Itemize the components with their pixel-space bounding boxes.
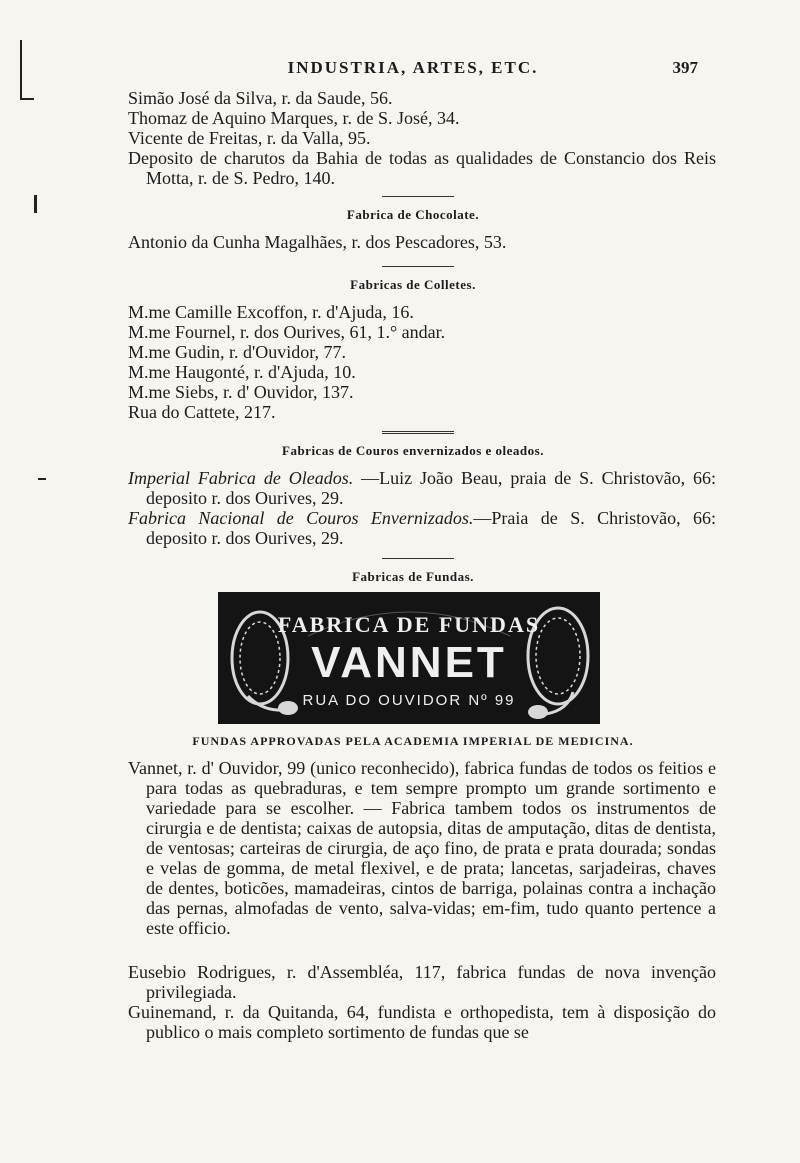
banner-address: RUA DO OUVIDOR Nº 99 (302, 692, 516, 709)
advertisement-banner (218, 592, 600, 724)
list-item: M.me Camille Excoffon, r. d'Ajuda, 16. (128, 302, 414, 322)
margin-mark (20, 98, 34, 100)
margin-mark (20, 40, 22, 100)
list-item: Vannet, r. d' Ouvidor, 99 (unico reconhecido), fabrica fundas de todos os feitios e para todas as quebraduras, e tem sempre prompto um grande sortimento e variedade para se escolher. — Fabrica tambem todos os instrumentos de cirurgia e de dentista; caixas de autopsia, ditas de amputação, ditas de dentista, de ventosas; carteiras de cirurgia, de aço fino, de prata e prata dourada; sondas e velas de gomma, de metal flexivel, e de prata; lancetas, sarjadeiras, chaves de dentes, boticões, mamadeiras, cintos de barriga, polainas contra a inchação das pernas, almofadas de vento, salva-vidas; em-fim, tudo quanto pertence a este officio. (128, 758, 716, 938)
list-item: Antonio da Cunha Magalhães, r. dos Pescadores, 53. (128, 232, 507, 252)
entry-text: —Praia de S. Christovão, 66: deposito r. dos Ourives, 29. (146, 508, 716, 548)
section-heading: Fabricas de Fundas. (352, 569, 474, 584)
list-item: Vicente de Freitas, r. da Valla, 95. (128, 128, 371, 148)
margin-mark (38, 478, 46, 480)
section-heading: Fabricas de Couros envernizados e oleados. (282, 443, 544, 458)
banner-brand: VANNET (311, 638, 507, 687)
list-item: Simão José da Silva, r. da Saude, 56. (128, 88, 393, 108)
margin-mark (34, 195, 37, 213)
list-item: Rua do Cattete, 217. (128, 402, 276, 422)
section-heading: Fabrica de Chocolate. (346, 207, 480, 222)
divider (382, 196, 454, 197)
list-item: M.me Siebs, r. d' Ouvidor, 137. (128, 382, 354, 402)
company-name: Imperial Fabrica de Oleados. (128, 468, 354, 488)
banner-caption: FUNDAS APPROVADAS PELA ACADEMIA IMPERIAL DE MEDICINA. (192, 734, 634, 748)
running-title: INDUSTRIA, ARTES, ETC. (287, 58, 539, 77)
list-item: M.me Gudin, r. d'Ouvidor, 77. (128, 342, 347, 362)
list-item: M.me Haugonté, r. d'Ajuda, 10. (128, 362, 356, 382)
list-item: M.me Fournel, r. dos Ourives, 61, 1.° andar. (128, 322, 446, 342)
running-head (128, 58, 698, 82)
banner-title: FABRICA DE FUNDAS (277, 612, 541, 637)
list-item: Eusebio Rodrigues, r. d'Assembléa, 117, fabrica fundas de nova invenção privilegiada. (128, 962, 716, 1002)
divider (382, 431, 454, 434)
company-name: Fabrica Nacional de Couros Envernizados. (128, 508, 474, 528)
list-item (128, 468, 716, 508)
list-item: Thomaz de Aquino Marques, r. de S. José, 34. (128, 108, 460, 128)
divider (382, 558, 454, 559)
page-number: 397 (672, 58, 698, 77)
list-item: Deposito de charutos da Bahia de todas as qualidades de Constancio dos Reis Motta, r. de S. Pedro, 140. (128, 148, 716, 188)
list-item (128, 508, 716, 548)
list-item: Guinemand, r. da Quitanda, 64, fundista e orthopedista, tem à disposição do publico o mais completo sortimento de fundas que se (128, 1002, 716, 1042)
divider (382, 266, 454, 267)
entry-text: —Luiz João Beau, praia de S. Christovão, 66: deposito r. dos Ourives, 29. (146, 468, 716, 508)
section-heading: Fabricas de Colletes. (350, 277, 476, 292)
